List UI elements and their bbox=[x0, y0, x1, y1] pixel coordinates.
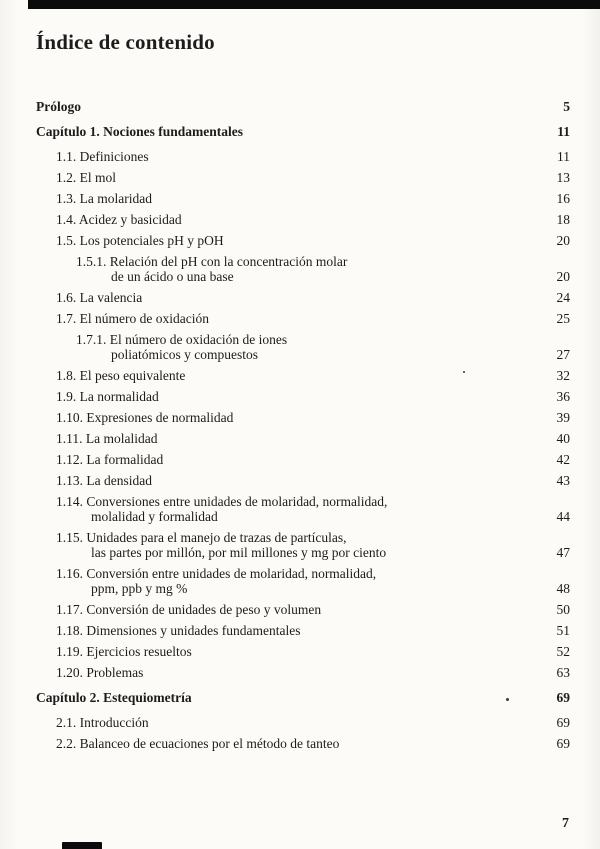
toc-entry-label bbox=[36, 566, 530, 596]
toc-page-number: 69 bbox=[556, 690, 570, 705]
toc-entry-label: 1.9. La normalidad bbox=[56, 389, 159, 404]
toc-entry-label: 1.2. El mol bbox=[56, 170, 116, 185]
toc-page-number: 48 bbox=[556, 581, 570, 596]
toc-entry bbox=[36, 290, 570, 305]
toc-entry-line2: molalidad y formalidad bbox=[91, 509, 218, 524]
scan-speck bbox=[463, 371, 465, 373]
toc-entry-label bbox=[36, 254, 530, 284]
scan-artifact-bottom-mark bbox=[62, 842, 102, 849]
toc-page-number: 63 bbox=[556, 665, 570, 680]
toc-entry-line1: 1.16. Conversión entre unidades de molaridad, normalidad, bbox=[56, 566, 377, 581]
toc-entry bbox=[36, 389, 570, 404]
toc-entry bbox=[36, 149, 570, 164]
toc-entry bbox=[36, 124, 570, 139]
toc-entry-label: Capítulo 1. Nociones fundamentales bbox=[36, 124, 244, 139]
toc-entry-label: 1.4. Acidez y basicidad bbox=[56, 212, 182, 227]
toc-entry bbox=[36, 690, 570, 705]
toc-page-number: 40 bbox=[556, 431, 570, 446]
toc-entry bbox=[36, 665, 570, 680]
scan-speck bbox=[506, 698, 509, 701]
toc-page-number: 36 bbox=[556, 389, 570, 404]
toc-entry bbox=[36, 602, 570, 617]
toc-entry bbox=[36, 644, 570, 659]
toc-entry-label: 1.10. Expresiones de normalidad bbox=[56, 410, 234, 425]
toc-page-number: 44 bbox=[556, 509, 570, 524]
toc-entry-label: 1.12. La formalidad bbox=[56, 452, 164, 467]
toc-entry bbox=[36, 530, 570, 560]
toc-entry-label: Prólogo bbox=[36, 99, 81, 114]
toc-entry-line1: 1.15. Unidades para el manejo de trazas de partículas, bbox=[56, 530, 347, 545]
toc-entry-label: 1.20. Problemas bbox=[56, 665, 144, 680]
toc-entry bbox=[36, 212, 570, 227]
toc-page-number: 11 bbox=[557, 124, 570, 139]
toc-entry-label: 1.17. Conversión de unidades de peso y volumen bbox=[56, 602, 322, 617]
toc-entry-label: 1.1. Definiciones bbox=[56, 149, 149, 164]
toc-entry-line2: las partes por millón, por mil millones y mg por ciento bbox=[91, 545, 387, 560]
toc-entry-line2: ppm, ppb y mg % bbox=[91, 581, 188, 596]
toc-page-number: 24 bbox=[556, 290, 570, 305]
toc-entry bbox=[36, 452, 570, 467]
toc-entry bbox=[36, 254, 570, 284]
toc-entry bbox=[36, 623, 570, 638]
toc-entry bbox=[36, 233, 570, 248]
toc-page-number: 11 bbox=[557, 149, 570, 164]
toc-page-number: 27 bbox=[556, 347, 570, 362]
toc-page-number: 16 bbox=[556, 191, 570, 206]
toc-entry-label: 2.2. Balanceo de ecuaciones por el método de tanteo bbox=[56, 736, 340, 751]
toc-entry-label: 1.19. Ejercicios resueltos bbox=[56, 644, 192, 659]
toc-entry-line2: poliatómicos y compuestos bbox=[111, 347, 258, 362]
toc-entry-label bbox=[36, 494, 530, 524]
toc-entry bbox=[36, 311, 570, 326]
toc-page-number: 5 bbox=[563, 99, 570, 114]
toc-page-number: 32 bbox=[556, 368, 570, 383]
toc-entry-line1: 1.7.1. El número de oxidación de iones bbox=[76, 332, 288, 347]
toc-page-number: 18 bbox=[556, 212, 570, 227]
toc-page-number: 25 bbox=[556, 311, 570, 326]
toc-entry-label: 1.11. La molalidad bbox=[56, 431, 158, 446]
toc-page-number: 50 bbox=[556, 602, 570, 617]
toc-entry bbox=[36, 566, 570, 596]
toc-entry-label: 1.6. La valencia bbox=[56, 290, 143, 305]
toc-entry-label: 2.1. Introducción bbox=[56, 715, 149, 730]
toc-page-number: 39 bbox=[556, 410, 570, 425]
toc-entry bbox=[36, 191, 570, 206]
toc-entry bbox=[36, 715, 570, 730]
toc-page-number: 69 bbox=[556, 715, 570, 730]
toc-entry bbox=[36, 332, 570, 362]
toc-entry-line1: 1.5.1. Relación del pH con la concentración molar bbox=[76, 254, 348, 269]
toc-entry-label: Capítulo 2. Estequiometría bbox=[36, 690, 192, 705]
toc-entry-label: 1.3. La molaridad bbox=[56, 191, 152, 206]
toc-entry-line2: de un ácido o una base bbox=[111, 269, 234, 284]
toc-entry bbox=[36, 431, 570, 446]
toc-entry bbox=[36, 494, 570, 524]
toc-page-number: 47 bbox=[556, 545, 570, 560]
toc-page-number: 69 bbox=[556, 736, 570, 751]
toc-entry-label: 1.13. La densidad bbox=[56, 473, 152, 488]
scan-artifact-top-bar bbox=[28, 0, 600, 9]
toc-entry-label: 1.8. El peso equivalente bbox=[56, 368, 186, 383]
toc-entry-label bbox=[36, 332, 530, 362]
toc-entry-label: 1.5. Los potenciales pH y pOH bbox=[56, 233, 224, 248]
footer-page-number: 7 bbox=[562, 816, 569, 831]
page-title: Índice de contenido bbox=[36, 30, 215, 54]
toc-page-number: 13 bbox=[556, 170, 570, 185]
toc-entry-label: 1.18. Dimensiones y unidades fundamentales bbox=[56, 623, 301, 638]
toc-page-number: 42 bbox=[556, 452, 570, 467]
toc-page-number: 43 bbox=[556, 473, 570, 488]
toc-entry bbox=[36, 99, 570, 114]
toc-page-number: 20 bbox=[556, 269, 570, 284]
toc-page-number: 52 bbox=[556, 644, 570, 659]
toc-entry-label: 1.7. El número de oxidación bbox=[56, 311, 209, 326]
toc-entry-label bbox=[36, 530, 530, 560]
toc-entry bbox=[36, 368, 570, 383]
toc-entry bbox=[36, 736, 570, 751]
toc-entry bbox=[36, 170, 570, 185]
toc-page-number: 20 bbox=[556, 233, 570, 248]
toc-entry-line1: 1.14. Conversiones entre unidades de molaridad, normalidad, bbox=[56, 494, 388, 509]
toc-entry bbox=[36, 473, 570, 488]
toc-entry bbox=[36, 410, 570, 425]
toc-page-number: 51 bbox=[556, 623, 570, 638]
